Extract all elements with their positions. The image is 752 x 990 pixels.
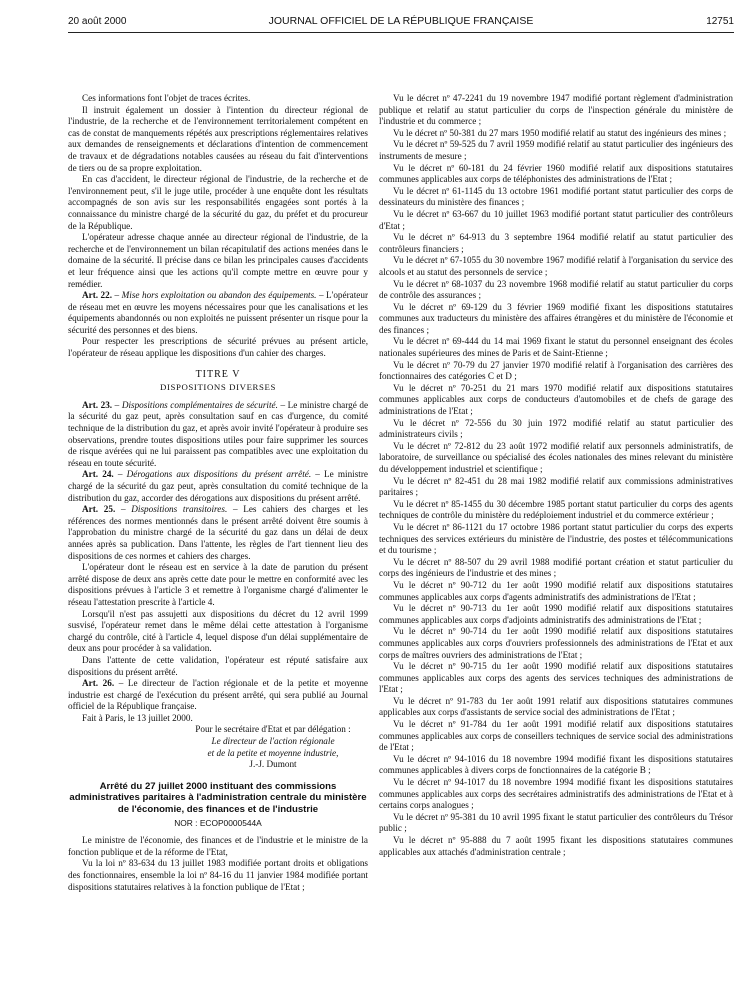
article-24 [68, 469, 368, 504]
visa-paragraph: Vu le décret nº 69-444 du 14 mai 1969 fixant le statut du personnel enseignant des écoles nationales supérieures des mines de Paris et de Saint-Etienne ; [379, 336, 733, 359]
header-journal-title: JOURNAL OFFICIEL DE LA RÉPUBLIQUE FRANÇAISE [268, 15, 534, 27]
visa-paragraph: Vu le décret nº 95-888 du 7 août 1995 fixant les dispositions statutaires communes applicables aux attachés d'administration centrale ; [379, 835, 733, 857]
right-column [379, 93, 733, 858]
visa-paragraph: Vu le décret nº 91-783 du 1er août 1991 relatif aux dispositions statutaires communes applicables aux corps d'assistants de service social des administrations de l'Etat ; [379, 695, 733, 718]
visa-paragraph: Vu le décret nº 70-251 du 21 mars 1970 modifié relatif aux dispositions statutaires communes applicables aux corps de conducteurs d'automobiles et de chefs de garage des administrations de l'Etat ; [379, 382, 733, 417]
visa-paragraph: Vu le décret nº 94-1017 du 18 novembre 1994 modifié fixant les dispositions statutaires communes applicables aux corps des secrétaires administratifs des administrations de l'Etat et à certains corps analogues ; [379, 777, 733, 811]
article-number: Art. 26. [82, 678, 115, 689]
header-page-number: 12751 [706, 16, 734, 27]
article-text: – Le ministre chargé de la sécurité du gaz peut, après consultation sauf en cas d'urgence, du comité technique de la distribution du gaz, et après avoir invité l'opérateur à produire ses observations, prendre toutes dispositions utiles pour faire supprimer les sources de risque avérées qui ne lui paraissent pas compatibles avec une exploitation du réseau en toute sécurité. [68, 399, 369, 468]
paragraph: Dans l'attente de cette validation, l'opérateur est réputé satisfaire aux dispositions du présent arrêté. [68, 654, 368, 677]
paragraph: Lorsqu'il n'est pas assujetti aux dispositions du décret du 12 avril 1999 susvisé, l'opérateur remet dans le même délai cette attestation à l'organisme chargé du contrôle, cité à l'article 4, lequel dispose d'un délai supplémentaire de deux ans pour procéder à sa validation. [68, 608, 368, 654]
visa-paragraph: Vu le décret nº 63-667 du 10 juillet 1963 modifié portant statut particulier des contrôleurs d'Etat ; [379, 208, 733, 231]
header-rule [68, 32, 734, 33]
paragraph: L'opérateur dont le réseau est en service à la date de parution du présent arrêté dispose de deux ans après cette date pour le mettre en conformité avec les dispositions prévues à l'article 3 et remettre à l'organisme chargé d'alimenter le réseau l'attestation prescrite à l'article 4. [68, 562, 368, 607]
paragraph: Vu la loi nº 83-634 du 13 juillet 1983 modifiée portant droits et obligations des fonctionnaires, ensemble la loi nº 84-16 du 11 janvier 1984 modifiée portant dispositions statutaires relatives à la fonction publique de l'Etat ; [68, 858, 368, 892]
visa-paragraph: Vu le décret nº 90-712 du 1er août 1990 modifié relatif aux dispositions statutaires communes applicables aux corps d'agents administratifs des administrations de l'Etat ; [379, 579, 733, 602]
article-26 [68, 678, 368, 713]
visa-paragraph: Vu le décret nº 95-381 du 10 avril 1995 fixant le statut particulier des contrôleurs du Trésor public ; [379, 811, 733, 834]
article-title: – Mise hors exploitation ou abandon des équipements. [114, 290, 317, 301]
signature-line: Le directeur de l'action régionale [211, 736, 335, 747]
paragraph: En cas d'accident, le directeur régional de l'industrie, de la recherche et de l'environnement peut, s'il le juge utile, procéder à une enquête dont les résultats accompagnés de son avis sur les responsabilités engagées sont portés à la connaissance du ministre chargé de la sécurité du gaz, du préfet et du procureur de la République. [68, 174, 368, 231]
article-number: Art. 22. [82, 290, 113, 301]
visa-paragraph: Vu le décret nº 60-181 du 24 février 1960 modifié relatif aux dispositions statutaires communes applicables aux corps de téléphonistes des administrations de l'Etat ; [379, 162, 733, 185]
visa-paragraph: Vu le décret nº 90-715 du 1er août 1990 modifié relatif aux dispositions statutaires communes applicables aux corps des agents des services techniques des administrations de l'Etat ; [379, 661, 733, 695]
visa-paragraph: Vu le décret nº 94-1016 du 18 novembre 1994 modifié fixant les dispositions statutaires communes applicables à divers corps de fonctionnaires de la catégorie B ; [379, 753, 733, 776]
visa-paragraph: Vu le décret nº 67-1055 du 30 novembre 1967 modifié relatif à l'organisation du service des alcools et au statut des personnels de service ; [379, 255, 733, 277]
visa-paragraph: Vu le décret nº 72-556 du 30 juin 1972 modifié relatif au statut particulier des administrateurs civils ; [379, 417, 733, 440]
paragraph: Ces informations font l'objet de traces écrites. [82, 93, 251, 103]
article-text: – Le directeur de l'action régionale et de la petite et moyenne industrie est chargé de l'exécution du présent arrêté, qui sera publié au Journal officiel de la République française. [68, 678, 369, 712]
titre-subheading: DISPOSITIONS DIVERSES [160, 382, 276, 393]
arrete-title: Arrêté du 27 juillet 2000 instituant des commissions administratives paritaires à l'administration centrale du ministère de l'économie, des finances et de l'industrie [69, 780, 367, 816]
visa-paragraph: Vu le décret nº 85-1455 du 30 décembre 1985 portant statut particulier du corps des agents techniques de contrôle du ministère du redéploiement industriel et du commerce extérieur ; [379, 498, 733, 521]
article-22 [68, 290, 368, 336]
article-23 [68, 400, 368, 470]
paragraph: L'opérateur adresse chaque année au directeur régional de l'industrie, de la recherche et de l'environnement un bilan récapitulatif des actions menées dans le domaine de la sécurité. Il précise dans ce bilan les principales causes d'accidents et leur fréquence ainsi que les actions qu'il compte mettre en œuvre pour y remédier. [68, 232, 368, 289]
signature-name: J.-J. Dumont [249, 759, 297, 770]
visa-paragraph: Vu le décret nº 82-451 du 28 mai 1982 modifié relatif aux commissions administratives paritaires ; [379, 475, 733, 498]
paragraph: Il instruit également un dossier à l'intention du directeur régional de l'industrie, de la recherche et de l'environnement territorialement compétent en cas de constat de manquements répétés aux prescriptions réglementaires relatives aux demandes de renseignements et déclarations d'intention de commencement de travaux et de dégradations notables causées au réseau du fait d'interventions de tiers ou de sa propre exploitation. [68, 104, 368, 173]
visa-paragraph: Vu le décret nº 72-812 du 23 août 1972 modifié relatif aux personnels administratifs, de laboratoire, de surveillance ou spécialisé des écoles nationales des mines relevant du ministère du développement industriel et scientifique ; [379, 440, 733, 474]
signature-line: et de la petite et moyenne industrie, [207, 747, 339, 758]
article-title: – Dispositions complémentaires de sécurité. [114, 399, 278, 410]
visa-paragraph: Vu le décret nº 91-784 du 1er août 1991 modifié relatif aux dispositions statutaires communes applicables aux corps de conseillers techniques de service social des administrations de l'Etat ; [379, 719, 733, 753]
paragraph: Pour respecter les prescriptions de sécurité prévues au présent article, l'opérateur de réseau applique les dispositions d'un cahier des charges. [68, 336, 368, 359]
article-text: – L'opérateur de réseau met en œuvre les moyens nécessaires pour que les canalisations et les équipements abandonnés ou non exploités ne puissent présenter un risque pour la sécurité des personnes et des biens. [68, 290, 369, 335]
page-header [68, 12, 734, 28]
article-number: Art. 23. [82, 399, 113, 410]
article-number: Art. 24. [82, 469, 114, 480]
article-text: – Les cahiers des charges et les références des normes mentionnés dans le présent arrêté doivent être soumis à l'approbation du ministre chargé de la sécurité du gaz dans un délai de deux années après sa publication. Dans l'attente, les règles de l'art tiennent lieu des dispositions de ces normes et cahiers des charges. [68, 504, 369, 561]
visa-paragraph: Vu le décret nº 88-507 du 29 avril 1988 modifié portant création et statut particulier du corps des ingénieurs de l'industrie et des mines ; [379, 556, 733, 579]
paragraph: Le ministre de l'économie, des finances et de l'industrie et le ministre de la fonction publique et de la réforme de l'Etat, [68, 835, 368, 857]
article-25 [68, 504, 368, 562]
fait-a-paris: Fait à Paris, le 13 juillet 2000. [82, 712, 193, 723]
article-title: – Dérogations aux dispositions du présent arrêté. [117, 469, 312, 480]
visa-paragraph: Vu le décret nº 90-714 du 1er août 1990 modifié relatif aux dispositions statutaires communes applicables aux corps d'ouvriers professionnels des administrations de l'Etat et aux corps de maîtres ouvriers des administrations de l'Etat ; [379, 626, 733, 660]
nor-reference: NOR : ECOP0000544A [174, 817, 262, 828]
article-title: – Dispositions transitoires. [120, 504, 228, 515]
visa-paragraph: Vu le décret nº 59-525 du 7 avril 1959 modifié relatif au statut particulier des ingénieurs des instruments de mesure ; [379, 139, 733, 161]
visa-paragraph: Vu le décret nº 64-913 du 3 septembre 1964 modifié relatif au statut particulier des contrôleurs financiers ; [379, 232, 733, 254]
header-date: 20 août 2000 [68, 16, 127, 27]
visa-paragraph: Vu le décret nº 68-1037 du 23 novembre 1968 modifié relatif au statut particulier du corps de contrôle des assurances ; [379, 278, 733, 301]
visa-paragraph: Vu le décret nº 86-1121 du 17 octobre 1986 portant statut particulier du corps des experts techniques des services extérieurs du ministère de l'industrie, des postes et télécommunications et du tourisme ; [379, 521, 733, 556]
article-text: – Le ministre chargé de la sécurité du gaz peut, après consultation du comité technique de la distribution du gaz, accorder des dérogations aux dispositions du présent arrêté. [68, 469, 368, 503]
article-number: Art. 25. [82, 504, 116, 515]
signature-line: Pour le secrétaire d'Etat et par délégation : [195, 724, 351, 735]
visa-paragraph: Vu le décret nº 69-129 du 3 février 1969 modifié fixant les dispositions statutaires communes aux traducteurs du ministère des affaires étrangères et du ministère de l'économie et des finances ; [379, 301, 733, 335]
visa-paragraph: Vu le décret nº 70-79 du 27 janvier 1970 modifié relatif à l'organisation des carrières des fonctionnaires des catégories C et D ; [379, 359, 733, 382]
visa-paragraph: Vu le décret nº 90-713 du 1er août 1990 modifié relatif aux dispositions statutaires communes applicables aux corps d'adjoints administratifs des administrations de l'Etat ; [379, 603, 733, 625]
titre-heading: TITRE V [195, 368, 241, 380]
visa-paragraph: Vu le décret nº 50-381 du 27 mars 1950 modifié relatif au statut des ingénieurs des mines ; [393, 127, 727, 138]
visa-paragraph: Vu le décret nº 61-1145 du 13 octobre 1961 modifié portant statut particulier des corps de dessinateurs du ministère des finances ; [379, 185, 733, 208]
visa-paragraph: Vu le décret nº 47-2241 du 19 novembre 1947 modifié portant règlement d'administration publique et relatif au statut particulier du corps de l'inspection générale du ministère de l'industrie et du commerce ; [379, 93, 733, 127]
left-column [68, 93, 368, 893]
